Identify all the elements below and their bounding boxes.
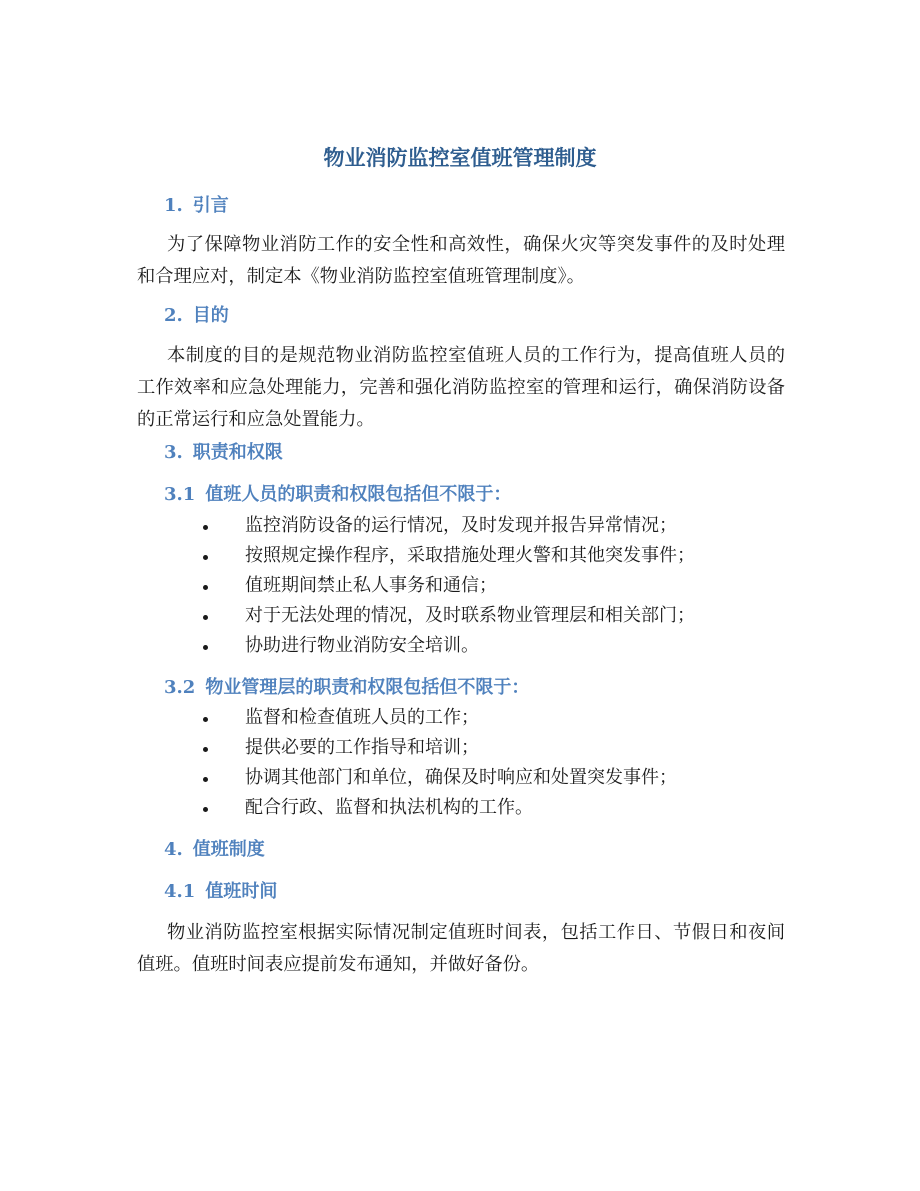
subsection-heading-duty-time	[164, 879, 277, 905]
section-heading-intro	[164, 193, 229, 219]
section-heading-duty-system	[164, 837, 265, 863]
list-item-text: 监督和检查值班人员的工作；	[245, 707, 479, 728]
paragraph-duty-time: 物业消防监控室根据实际情况制定值班时间表，包括工作日、节假日和夜间值班。值班时间表应提前发布通知，并做好备份。	[137, 922, 785, 975]
bullet-list-staff-duties	[200, 511, 695, 661]
list-item	[200, 571, 695, 601]
list-item-text: 对于无法处理的情况，及时联系物业管理层和相关部门；	[245, 605, 695, 626]
list-item-text: 协助进行物业消防安全培训。	[245, 635, 479, 656]
bullet-icon	[203, 807, 208, 812]
bullet-list-management-duties	[200, 703, 677, 823]
section-title: 值班制度	[192, 839, 265, 860]
section-number: 3.2	[164, 677, 196, 698]
subsection-heading-staff-duties	[164, 482, 511, 508]
section-title: 引言	[192, 195, 229, 216]
bullet-icon	[203, 525, 208, 530]
bullet-icon	[203, 777, 208, 782]
list-item	[200, 793, 677, 823]
section-number: 4.1	[164, 881, 196, 902]
section-heading-purpose	[164, 303, 229, 329]
section-number: 3.	[164, 442, 183, 463]
paragraph-purpose: 本制度的目的是规范物业消防监控室值班人员的工作行为，提高值班人员的工作效率和应急处理能力，完善和强化消防监控室的管理和运行，确保消防设备的正常运行和应急处置能力。	[137, 345, 785, 430]
bullet-icon	[203, 585, 208, 590]
subsection-heading-management-duties	[164, 675, 529, 701]
list-item	[200, 733, 677, 763]
paragraph-intro: 为了保障物业消防工作的安全性和高效性，确保火灾等突发事件的及时处理和合理应对，制定本《物业消防监控室值班管理制度》。	[137, 234, 785, 287]
list-item	[200, 541, 695, 571]
bullet-icon	[203, 645, 208, 650]
list-item-text: 配合行政、监督和执法机构的工作。	[245, 797, 533, 818]
section-title: 目的	[192, 305, 229, 326]
list-item-text: 协调其他部门和单位，确保及时响应和处置突发事件；	[245, 767, 677, 788]
section-number: 1.	[164, 195, 183, 216]
section-number: 3.1	[164, 484, 196, 505]
bullet-icon	[203, 615, 208, 620]
list-item-text: 值班期间禁止私人事务和通信；	[245, 575, 497, 596]
list-item	[200, 703, 677, 733]
section-number: 4.	[164, 839, 183, 860]
section-title: 值班时间	[205, 881, 278, 902]
list-item-text: 提供必要的工作指导和培训；	[245, 737, 479, 758]
bullet-icon	[203, 747, 208, 752]
bullet-icon	[203, 555, 208, 560]
section-heading-duties	[164, 440, 283, 466]
list-item	[200, 511, 695, 541]
section-title: 职责和权限	[192, 442, 283, 463]
section-title: 物业管理层的职责和权限包括但不限于：	[205, 677, 530, 698]
bullet-icon	[203, 717, 208, 722]
section-number: 2.	[164, 305, 183, 326]
section-title: 值班人员的职责和权限包括但不限于：	[205, 484, 512, 505]
document-title: 物业消防监控室值班管理制度	[323, 145, 597, 170]
list-item	[200, 763, 677, 793]
list-item-text: 按照规定操作程序，采取措施处理火警和其他突发事件；	[245, 545, 695, 566]
list-item	[200, 601, 695, 631]
list-item-text: 监控消防设备的运行情况，及时发现并报告异常情况；	[245, 515, 677, 536]
list-item	[200, 631, 695, 661]
